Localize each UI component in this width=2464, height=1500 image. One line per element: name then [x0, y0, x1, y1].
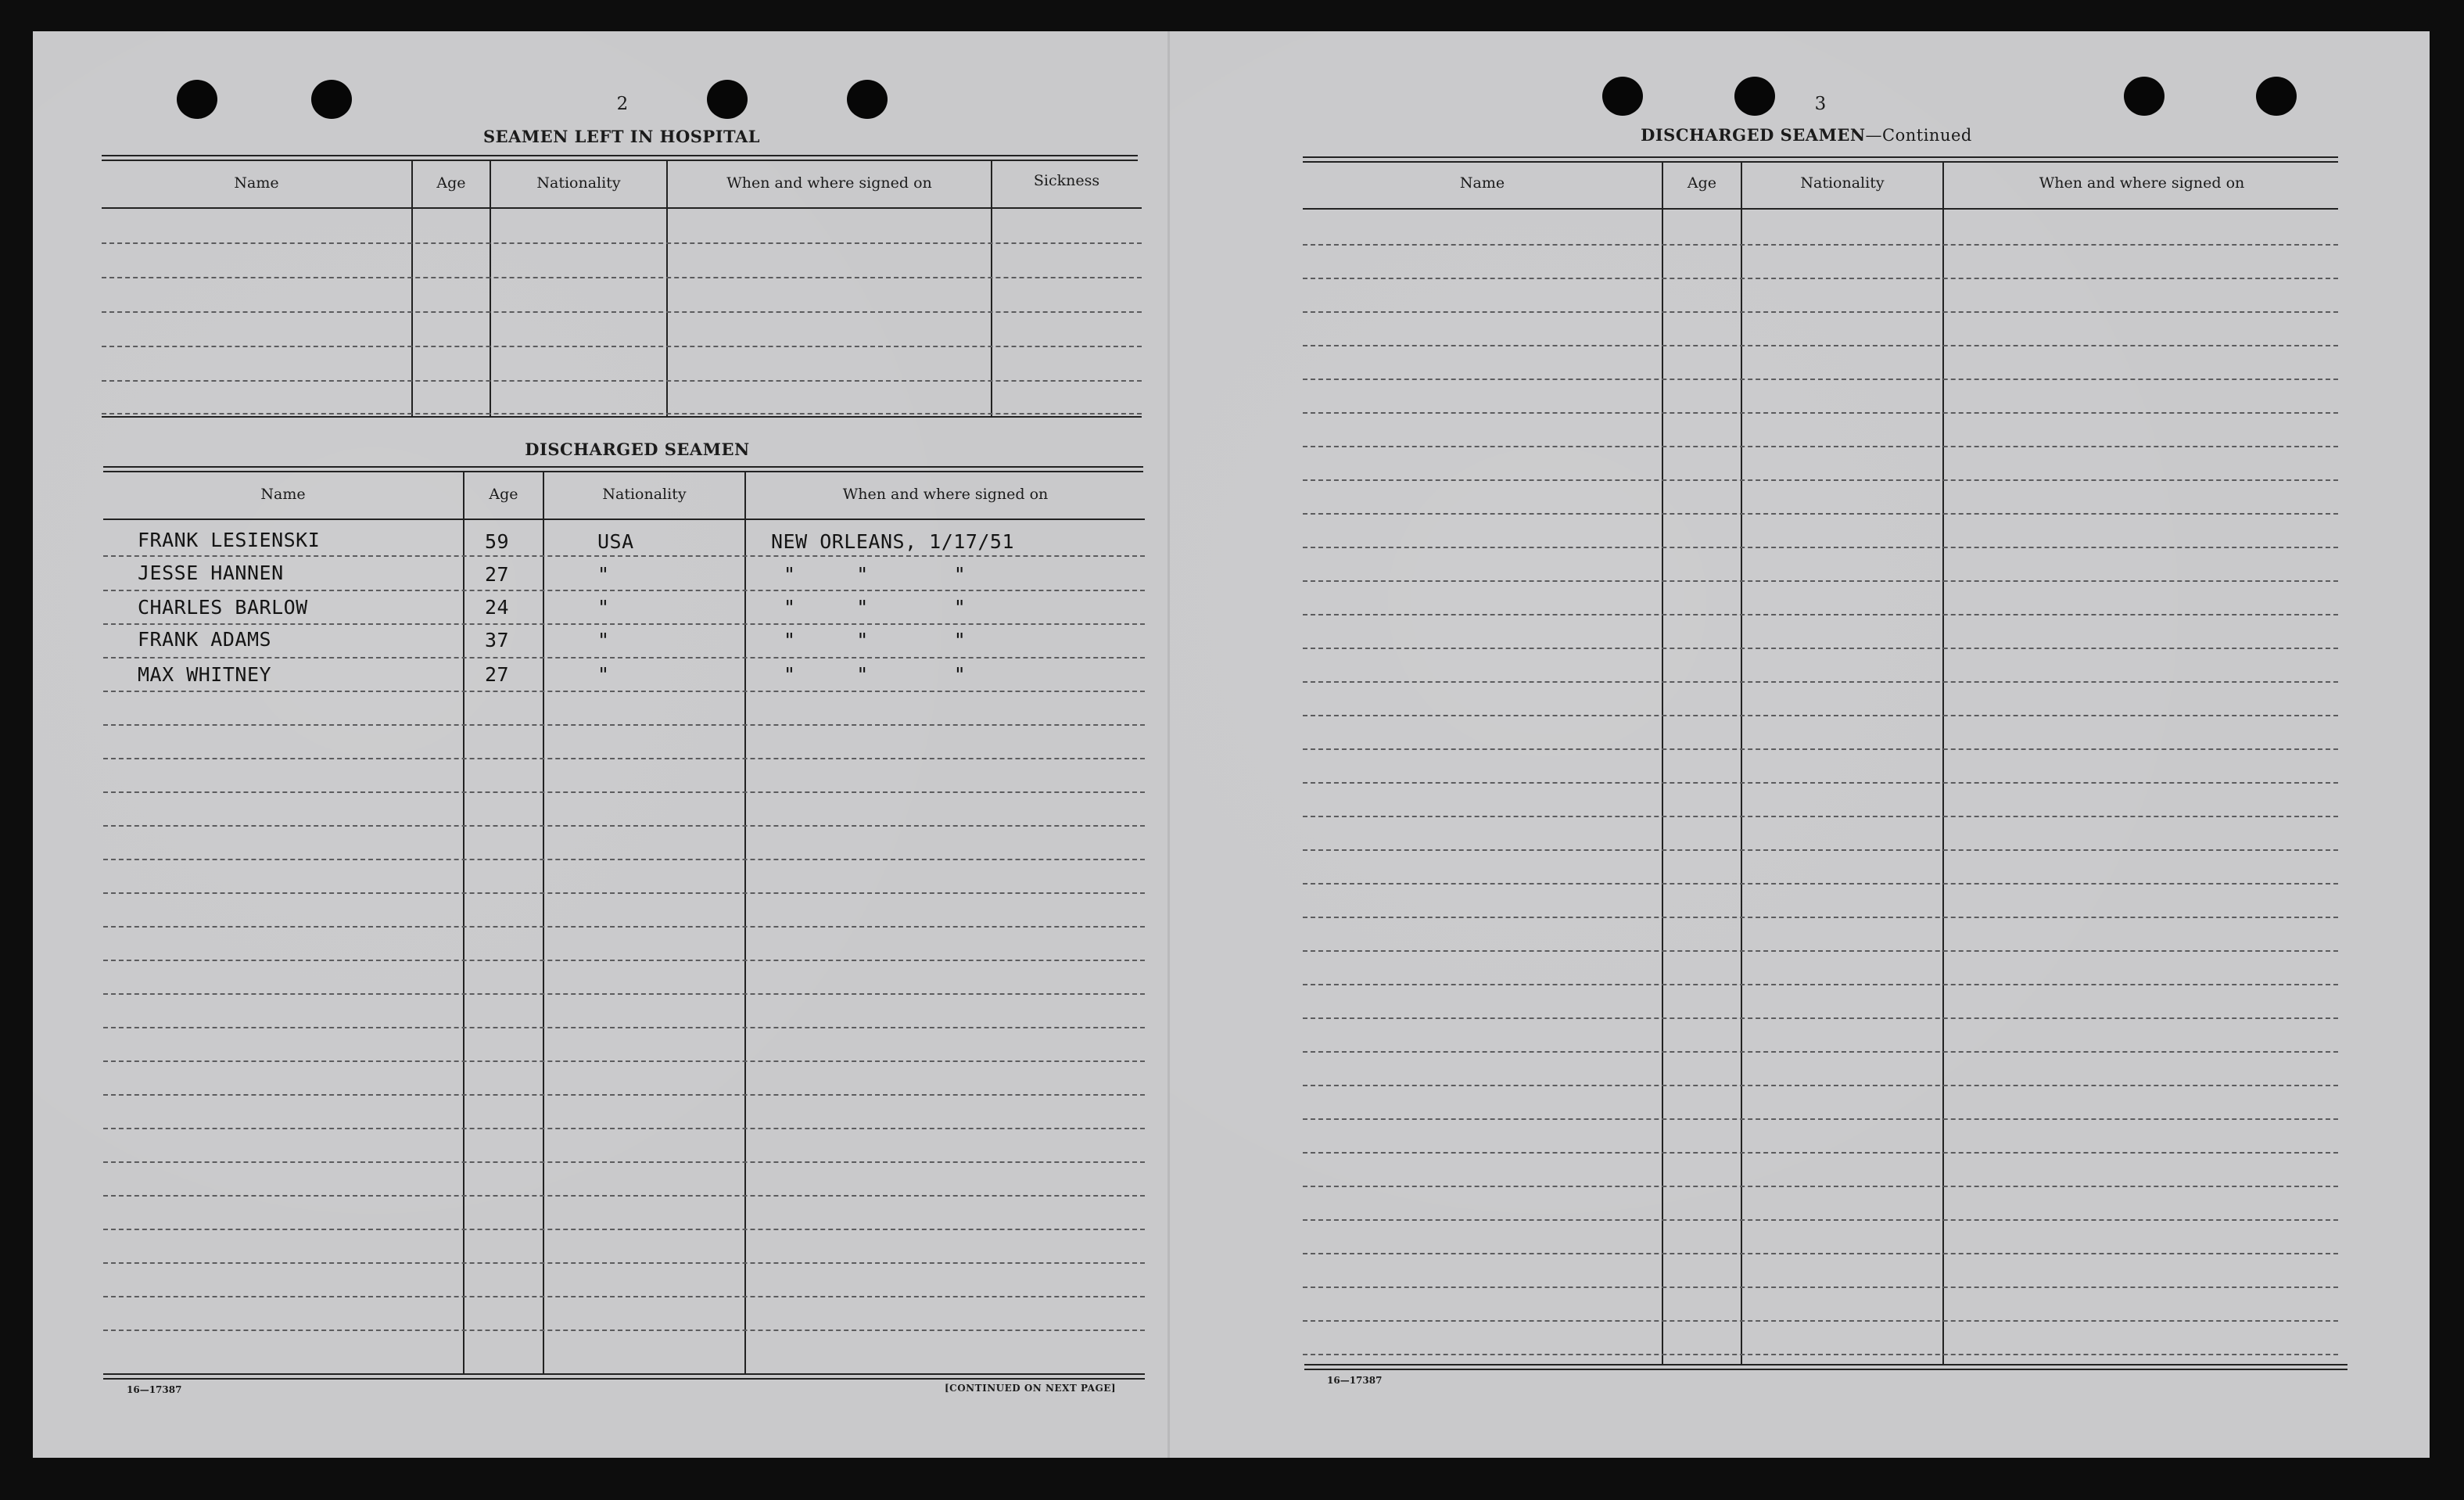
column-header-signed-on: When and where signed on — [2039, 174, 2245, 192]
section-title-continued: —Continued — [1865, 126, 1972, 145]
punch-hole — [177, 80, 217, 119]
seaman-age: 37 — [485, 629, 510, 651]
seaman-signed-on: " " " — [784, 563, 967, 586]
punch-hole — [311, 80, 352, 119]
column-header-sickness: Sickness — [1033, 172, 1100, 189]
page-fold — [1167, 31, 1170, 1458]
page-number: 3 — [1814, 94, 1827, 114]
column-header-signed-on: When and where signed on — [726, 174, 932, 192]
seaman-age: 59 — [485, 530, 510, 553]
punch-hole — [847, 80, 888, 119]
seaman-signed-on: NEW ORLEANS, 1/17/51 — [771, 530, 1015, 553]
continued-note: [CONTINUED ON NEXT PAGE] — [945, 1383, 1117, 1394]
page-number: 2 — [616, 94, 629, 114]
punch-hole — [1602, 77, 1643, 116]
column-header-age: Age — [1687, 174, 1717, 192]
punch-hole — [1734, 77, 1775, 116]
section-title-main: DISCHARGED SEAMEN — [1641, 125, 1866, 145]
seaman-name: JESSE HANNEN — [138, 562, 284, 584]
hospital-section-title: SEAMEN LEFT IN HOSPITAL — [482, 127, 761, 146]
column-header-signed-on: When and where signed on — [842, 486, 1049, 503]
seaman-age: 24 — [485, 596, 510, 619]
column-header-age: Age — [489, 486, 518, 503]
seaman-nationality: " — [597, 563, 610, 586]
column-header-nationality: Nationality — [602, 486, 687, 503]
seaman-signed-on: " " " — [784, 663, 967, 686]
seaman-nationality: " — [597, 663, 610, 686]
seaman-name: MAX WHITNEY — [138, 663, 272, 686]
column-header-age: Age — [436, 174, 466, 192]
punch-hole — [2256, 77, 2297, 116]
left-page — [33, 31, 1169, 1458]
form-code: 16—17387 — [127, 1384, 182, 1395]
seaman-signed-on: " " " — [784, 629, 967, 651]
column-header-name: Name — [260, 486, 306, 503]
column-header-name: Name — [1459, 174, 1505, 192]
punch-hole — [2124, 77, 2165, 116]
seaman-name: CHARLES BARLOW — [138, 596, 308, 619]
seaman-name: FRANK LESIENSKI — [138, 529, 321, 551]
seaman-age: 27 — [485, 663, 510, 686]
seaman-name: FRANK ADAMS — [138, 628, 272, 651]
discharged-continued-title — [1603, 125, 2010, 145]
seaman-age: 27 — [485, 563, 510, 586]
form-code: 16—17387 — [1327, 1375, 1383, 1386]
seaman-signed-on: " " " — [784, 596, 967, 619]
discharged-section-title: DISCHARGED SEAMEN — [525, 440, 750, 459]
column-header-name: Name — [234, 174, 279, 192]
column-header-nationality: Nationality — [536, 174, 621, 192]
seaman-nationality: " — [597, 596, 610, 619]
column-header-nationality: Nationality — [1800, 174, 1885, 192]
punch-hole — [707, 80, 748, 119]
seaman-nationality: " — [597, 629, 610, 651]
seaman-nationality: USA — [597, 530, 634, 553]
